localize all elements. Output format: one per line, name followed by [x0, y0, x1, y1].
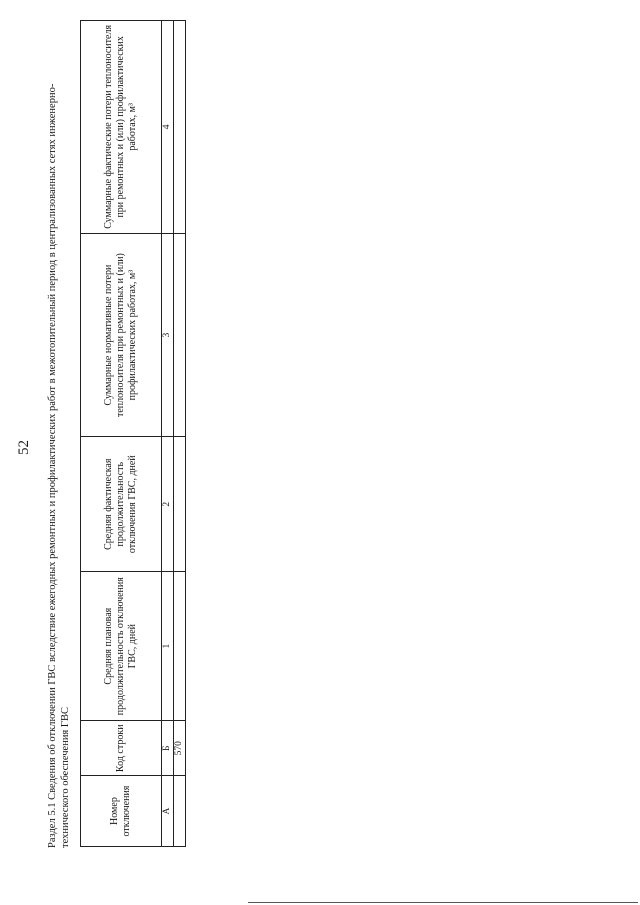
header-line-code: Код строки [81, 721, 162, 776]
scan-edge-line [248, 902, 638, 903]
header-planned-duration: Средняя плановая продолжительность отключения ГВС, дней [81, 571, 162, 720]
data-cell: 570 [174, 721, 186, 776]
section-heading: Раздел 5.1 Сведения об отключении ГВС вследствие ежегодных ремонтных и профилактических работ в межотопительный период в централизованных сетях инженерно-технического обеспечения ГВС [47, 83, 71, 848]
data-cell [174, 233, 186, 437]
data-cell [174, 21, 186, 234]
index-cell: 2 [162, 437, 174, 572]
index-cell: Б [162, 721, 174, 776]
table-header-row [81, 21, 162, 847]
outage-table [80, 20, 186, 847]
rotated-page [16, 20, 200, 860]
header-actual-duration: Средняя фактическая продолжительность отключения ГВС, дней [81, 437, 162, 572]
header-outage-number: Номер отключения [81, 776, 162, 847]
table-index-row [162, 21, 174, 847]
index-cell: 3 [162, 233, 174, 437]
header-normative-losses: Суммарные нормативные потери теплоносителя при ремонтных и (или) профилактических работах, м³ [81, 233, 162, 437]
header-actual-losses: Суммарные фактические потери теплоносителя при ремонтных и (или) профилактических работах, м³ [81, 21, 162, 234]
page-number: 52 [16, 440, 32, 455]
index-cell: 4 [162, 21, 174, 234]
table-data-row [174, 21, 186, 847]
index-cell: А [162, 776, 174, 847]
index-cell: 1 [162, 571, 174, 720]
data-cell [174, 437, 186, 572]
data-cell [174, 571, 186, 720]
data-cell [174, 776, 186, 847]
